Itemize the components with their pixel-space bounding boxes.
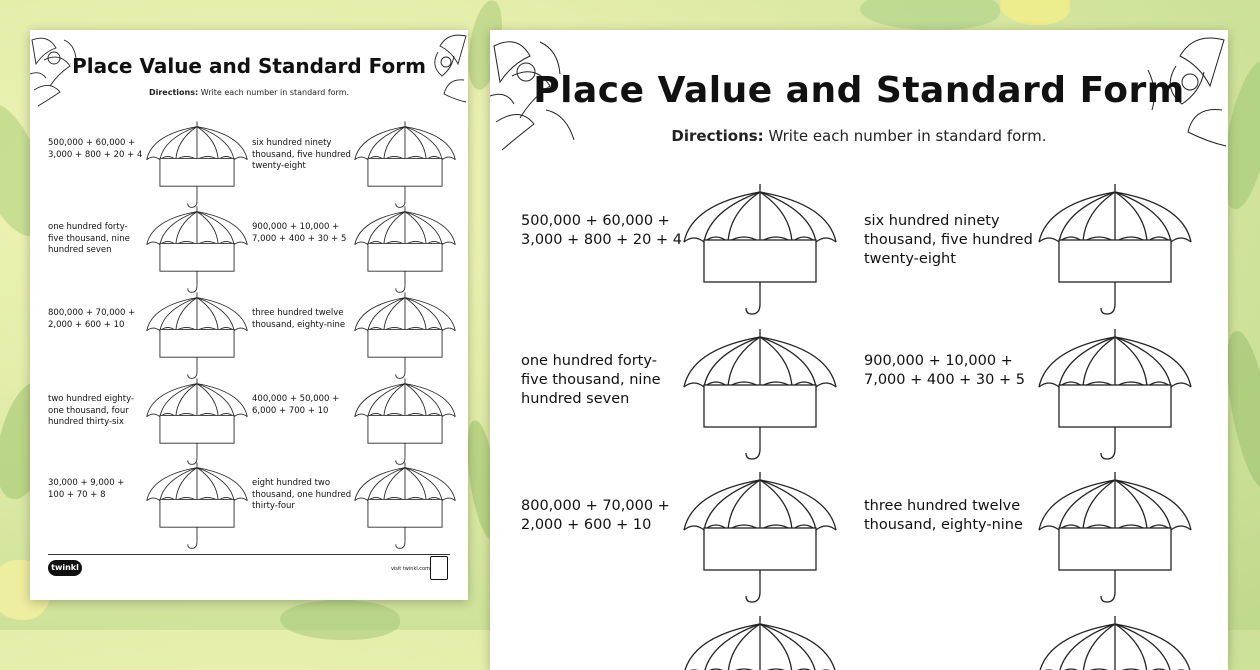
question-text: 800,000 + 70,000 + 2,000 + 600 + 10	[521, 498, 670, 533]
umbrella-answer-box[interactable]	[1035, 614, 1195, 670]
page-title: Place Value and Standard Form	[72, 54, 426, 78]
umbrella-answer-box[interactable]	[680, 614, 840, 670]
worksheet-page-preview	[30, 30, 468, 600]
question-text: two hundred eighty- one thousand, four hundred thirty-six	[48, 394, 135, 427]
umbrella-answer-box[interactable]	[680, 470, 840, 610]
umbrella-answer-box[interactable]	[144, 120, 250, 214]
umbrella-answer-box[interactable]	[1035, 182, 1195, 322]
umbrella-answer-box[interactable]	[144, 205, 250, 299]
question-text: 500,000 + 60,000 + 3,000 + 800 + 20 + 4	[521, 213, 682, 248]
umbrella-answer-box[interactable]	[144, 377, 250, 471]
question-text: 500,000 + 60,000 + 3,000 + 800 + 20 + 4	[48, 138, 143, 160]
question-text: 800,000 + 70,000 + 2,000 + 600 + 10	[48, 308, 136, 330]
directions	[30, 88, 468, 97]
directions-label: Directions:	[148, 88, 199, 97]
umbrella-answer-box[interactable]	[680, 327, 840, 467]
question-text: one hundred forty- five thousand, nine hundred seven	[48, 222, 130, 255]
umbrella-answer-box[interactable]	[144, 461, 250, 555]
directions-text: Write each number in standard form.	[198, 88, 350, 97]
directions-text: Write each number in standard form.	[763, 127, 1047, 145]
question-text: 900,000 + 10,000 + 7,000 + 400 + 30 + 5	[864, 353, 1025, 388]
umbrella-answer-box[interactable]	[680, 182, 840, 322]
umbrella-answer-box[interactable]	[352, 461, 458, 555]
question-text: six hundred ninety thousand, five hundred twenty-eight	[864, 213, 1033, 267]
worksheet-page-zoom	[490, 30, 1228, 670]
badge-icon	[430, 556, 448, 580]
umbrella-answer-box[interactable]	[352, 205, 458, 299]
twinkl-logo: twinkl	[48, 560, 82, 576]
question-text: 400,000 + 50,000 + 6,000 + 700 + 10	[252, 394, 340, 416]
directions-label: Directions:	[671, 127, 764, 145]
umbrella-answer-box[interactable]	[352, 377, 458, 471]
page-title: Place Value and Standard Form	[533, 70, 1185, 111]
question-text: 30,000 + 9,000 + 100 + 70 + 8	[48, 478, 125, 500]
question-text: eight hundred two thousand, one hundred thirty-four	[252, 478, 352, 511]
visit-link: visit twinkl.com	[390, 566, 430, 572]
directions	[490, 127, 1228, 145]
umbrella-answer-box[interactable]	[144, 291, 250, 385]
question-text: three hundred twelve thousand, eighty-nine	[252, 308, 346, 330]
umbrella-answer-box[interactable]	[352, 120, 458, 214]
umbrella-answer-box[interactable]	[352, 291, 458, 385]
question-text: six hundred ninety thousand, five hundred twenty-eight	[252, 138, 351, 171]
umbrella-answer-box[interactable]	[1035, 327, 1195, 467]
question-text: one hundred forty- five thousand, nine hundred seven	[521, 353, 661, 407]
question-text: 900,000 + 10,000 + 7,000 + 400 + 30 + 5	[252, 222, 347, 244]
footer-divider	[48, 554, 450, 555]
umbrella-answer-box[interactable]	[1035, 470, 1195, 610]
question-text: three hundred twelve thousand, eighty-nine	[864, 498, 1023, 533]
